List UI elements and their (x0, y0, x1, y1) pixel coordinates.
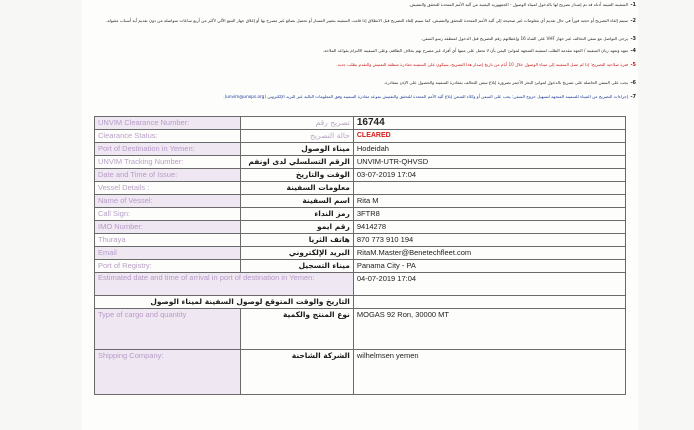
row-tracking (95, 156, 626, 169)
label-ar-call-sign: رمز النداء (240, 208, 353, 221)
value-cargo: MOGAS 92 Ron, 30000 MT (353, 309, 625, 350)
value-shipping: wilhelmsen yemen (353, 350, 625, 395)
label-ar-registry: ميناء التسجيل (240, 260, 353, 273)
label-imo: IMO Number: (95, 221, 241, 234)
label-vessel-name: Name of Vessel: (95, 195, 241, 208)
row-issue-date (95, 169, 626, 182)
value-registry: Panama City - PA (353, 260, 625, 273)
label-shipping: Shipping Company: (95, 350, 241, 395)
row-thuraya (95, 234, 626, 247)
row-vessel-name (95, 195, 626, 208)
label-issue-date: Date and Time of Issue: (95, 169, 241, 182)
value-thuraya: 870 773 910 194 (353, 234, 625, 247)
value-arrival: 04-07-2019 17:04 (353, 273, 625, 296)
label-ar-clearance-status: حالة التصريح (240, 130, 353, 143)
instruction-1: 1-السفينة المبينة أدناه قد تم إصدار تصريح لها بالدخول لميناء الوصول - الجمهورية اليمنية من آلية الأمم المتحدة للتحقق والتفتيش. (408, 2, 636, 8)
row-port (95, 143, 626, 156)
label-ar-imo: رقم ايمو (240, 221, 353, 234)
label-ar-shipping: الشركة الشاحنة (240, 350, 353, 395)
label-ar-clearance-number: تصريح رقم (240, 117, 353, 130)
label-registry: Port of Registry: (95, 260, 241, 273)
value-imo: 9414278 (353, 221, 625, 234)
label-ar-vessel-details: معلومات السفينة (240, 182, 353, 195)
row-registry (95, 260, 626, 273)
label-call-sign: Call Sign: (95, 208, 241, 221)
instruction-5: 5-فترة صلاحية التصريح: إذا لم تصل السفينة إلى ميناء الوصول خلال 10 أيام من تاريخ إصدار هذا التصريح، سيكون على السفينة مغادرة منطقة التفتيش والتقدم بطلب جديد. (336, 62, 636, 68)
clearance-form-table (94, 116, 626, 395)
label-port: Port of Destination in Yemen: (95, 143, 241, 156)
label-ar-email: البريد الإلكتروني (240, 247, 353, 260)
label-ar-arrival: التاريخ والوقت المتوقع لوصول السفينة لميناء الوصول (95, 296, 354, 309)
value-port: Hodeidah (353, 143, 625, 156)
value-issue-date: 03-07-2019 17:04 (353, 169, 625, 182)
label-ar-tracking: الرقم التسلسلي لدى اونفم (240, 156, 353, 169)
value-call-sign: 3FTR8 (353, 208, 625, 221)
value-clearance-number: 16744 (353, 117, 625, 130)
row-clearance-number (95, 117, 626, 130)
row-call-sign (95, 208, 626, 221)
label-clearance-status: Clearance Status: (95, 130, 241, 143)
clearance-document (82, 0, 638, 430)
label-vessel-details: Vessel Details : (95, 182, 241, 195)
row-cargo (95, 309, 626, 350)
label-ar-issue-date: الوقت والتاريخ (240, 169, 353, 182)
instructions-block (82, 0, 638, 112)
label-email: Email (95, 247, 241, 260)
instruction-6: 6-يجب على السفن الحاصلة على تصريح بالدخول لموانئ البحر الأحمر بضرورة إبلاغ سفن التحالف بمغادرة السفينة والحصول على الإذن بمغادرة. (383, 80, 636, 86)
instruction-3: 3-يرجى التواصل مع سفن التحالف عبر جهاز VHF على القناة 16 وإعطائهم رقم التصريح قبل الدخول لمنطقة رسو السفن. (421, 36, 636, 42)
instruction-2: 2-سيتم إلغاء التصريح أو حجبه فوراً في حال تقديم أي معلومات غير صحيحة إلى آلية الأمم المتحدة للتحقق والتفتيش، كما سيتم إلغاء التصريح قبل الانطلاق إذا قامت السفينة بتغيير المسار أو تحميل بضائع غير مصرح بها أو إغلاق جهاز التتبع الآلي لأكثر من أربع ساعات متواصلة من دون تقديم أية أسباب مقبولة. (105, 18, 636, 24)
value-tracking: UNVIM-UTR-QHVSD (353, 156, 625, 169)
row-shipping (95, 350, 626, 395)
label-ar-vessel-name: اسم السفينة (240, 195, 353, 208)
label-ar-thuraya: هاتف الثريا (240, 234, 353, 247)
value-arrival-blank (353, 296, 625, 309)
row-vessel-details (95, 182, 626, 195)
row-email (95, 247, 626, 260)
instruction-7: 7-إجراءات التصريح من الميناء للسفينة المتجهة لتسهيل خروج السفن: يجب على السفن أو وكلاء الشحن إبلاغ آلية الأمم المتحدة للتحقق والتفتيش بموعد مغادرة السفينة وفق المعلومات التالية عبر البريد الإلكتروني (unvim@unops.org). (223, 94, 636, 100)
row-arrival-ar (95, 296, 626, 309)
value-clearance-status: CLEARED (353, 130, 625, 143)
value-vessel-name: Rita M (353, 195, 625, 208)
label-ar-cargo: نوع المنتج والكمية (240, 309, 353, 350)
row-imo (95, 221, 626, 234)
label-arrival: Estimated date and time of arrival in port of destination in Yemen: (95, 273, 354, 296)
label-ar-port: ميناء الوصول (240, 143, 353, 156)
label-tracking: UNVIM Tracking Number: (95, 156, 241, 169)
value-email: RitaM.Master@Benetechfleet.com (353, 247, 625, 260)
row-clearance-status (95, 130, 626, 143)
label-clearance-number: UNVIM Clearance Number: (95, 117, 241, 130)
label-cargo: Type of cargo and quantity (95, 309, 241, 350)
value-vessel-details (353, 182, 625, 195)
row-arrival (95, 273, 626, 296)
label-thuraya: Thuraya (95, 234, 241, 247)
instruction-4: 4-تعهد وتعهد ربان السفينة / الجهة مقدمة الطلب لسفينة المتجهة لموانئ اليمن بأن لا تحمل على متنها أي أفراد غير مصرح بهم بخلاف الطاقم، وعلى السفينة الالتزام بقواعد الملاحة. (322, 48, 636, 54)
